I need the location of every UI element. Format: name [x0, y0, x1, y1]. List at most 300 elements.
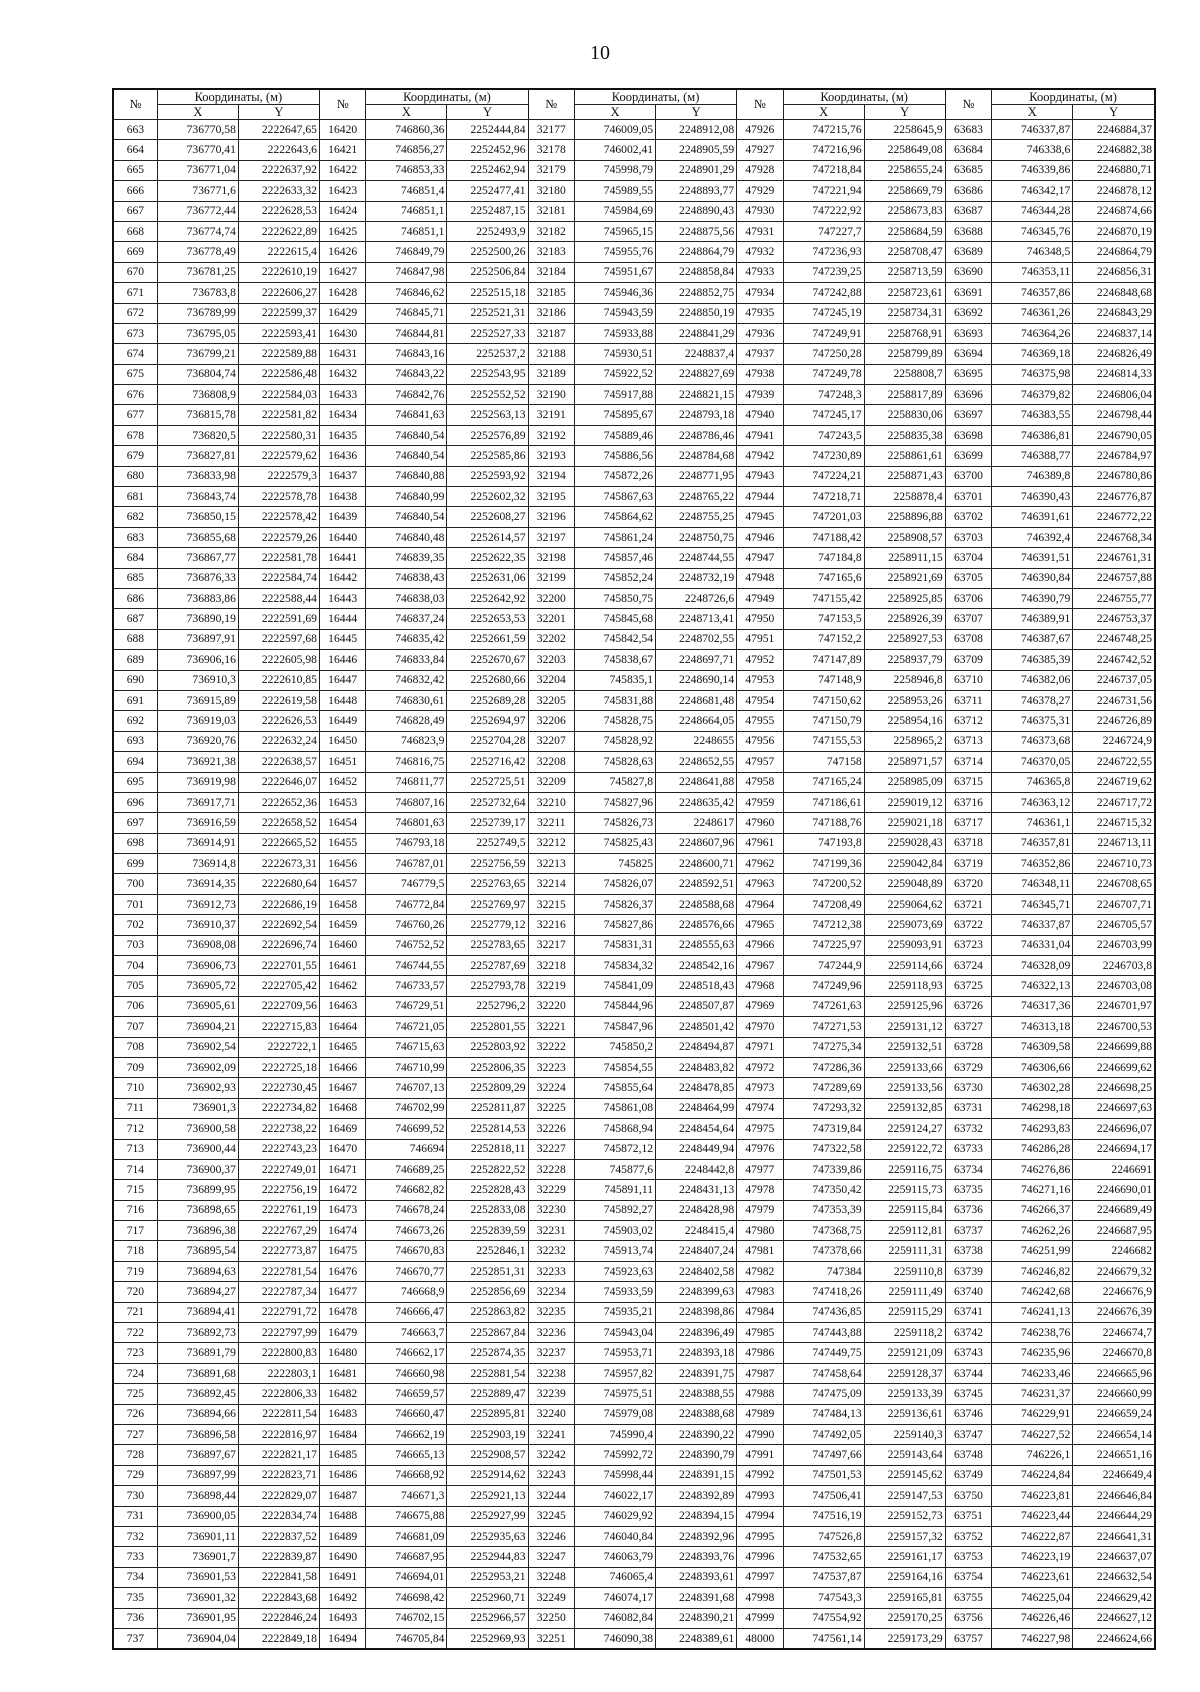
coord-y: 2246689,49 [1073, 1200, 1155, 1220]
point-number: 685 [113, 568, 157, 588]
coord-x: 736883,86 [157, 588, 238, 608]
point-number: 47986 [737, 1343, 783, 1363]
coord-y: 2259021,18 [864, 813, 945, 833]
coord-y: 2259147,53 [864, 1486, 945, 1506]
coord-x: 745895,67 [575, 405, 656, 425]
coord-x: 746851,1 [366, 201, 447, 221]
coord-y: 2259132,51 [864, 1037, 945, 1057]
coord-x: 745872,12 [575, 1139, 656, 1159]
coord-y: 2252521,31 [447, 303, 528, 323]
point-number: 63728 [945, 1037, 991, 1057]
point-number: 47999 [737, 1608, 783, 1628]
coord-y: 2259115,84 [864, 1200, 945, 1220]
table-row [113, 283, 1155, 303]
coord-x: 746224,84 [992, 1465, 1073, 1485]
table-row [113, 1200, 1155, 1220]
point-number: 63722 [945, 915, 991, 935]
coord-x: 736892,73 [157, 1323, 238, 1343]
coord-y: 2252487,15 [447, 201, 528, 221]
coord-y: 2246837,14 [1073, 323, 1155, 343]
point-number: 16435 [319, 425, 365, 445]
coord-y: 2222593,41 [238, 323, 319, 343]
coord-y: 2248555,63 [656, 935, 737, 955]
point-number: 32195 [528, 487, 574, 507]
coord-y: 2258927,53 [864, 629, 945, 649]
table-row [113, 588, 1155, 608]
coord-x: 736799,21 [157, 344, 238, 364]
coord-y: 2222738,22 [238, 1119, 319, 1139]
point-number: 32239 [528, 1384, 574, 1404]
coord-y: 2222628,53 [238, 201, 319, 221]
coord-y: 2222622,89 [238, 221, 319, 241]
coord-x: 747543,3 [783, 1588, 864, 1608]
coord-x: 736770,41 [157, 140, 238, 160]
coord-y: 2259133,66 [864, 1057, 945, 1077]
point-number: 32222 [528, 1037, 574, 1057]
coord-x: 745868,94 [575, 1119, 656, 1139]
point-number: 16449 [319, 711, 365, 731]
point-number: 16462 [319, 976, 365, 996]
point-number: 16471 [319, 1159, 365, 1179]
table-row [113, 1445, 1155, 1465]
point-number: 16439 [319, 507, 365, 527]
table-row [113, 344, 1155, 364]
point-number: 47929 [737, 181, 783, 201]
coord-x: 746668,92 [366, 1465, 447, 1485]
coord-x: 745825 [575, 854, 656, 874]
coord-y: 2259073,69 [864, 915, 945, 935]
point-number: 63686 [945, 181, 991, 201]
point-number: 16443 [319, 588, 365, 608]
coord-x: 746241,13 [992, 1302, 1073, 1322]
coord-x: 746816,75 [366, 752, 447, 772]
point-number: 32212 [528, 833, 574, 853]
coord-y: 2248850,19 [656, 303, 737, 323]
coord-y: 2259112,81 [864, 1221, 945, 1241]
coord-y: 2248388,68 [656, 1404, 737, 1424]
coord-y: 2252839,59 [447, 1221, 528, 1241]
point-number: 32199 [528, 568, 574, 588]
table-row [113, 1404, 1155, 1424]
point-number: 732 [113, 1526, 157, 1546]
point-number: 16461 [319, 956, 365, 976]
point-number: 32200 [528, 588, 574, 608]
coord-x: 736772,44 [157, 201, 238, 221]
point-number: 714 [113, 1159, 157, 1179]
coord-y: 2248827,69 [656, 364, 737, 384]
coord-x: 746223,61 [992, 1567, 1073, 1587]
coord-x: 746833,84 [366, 650, 447, 670]
point-number: 32245 [528, 1506, 574, 1526]
coord-y: 2252903,19 [447, 1425, 528, 1445]
table-row [113, 1119, 1155, 1139]
coord-x: 746847,98 [366, 262, 447, 282]
coord-y: 2246687,95 [1073, 1221, 1155, 1241]
coord-y: 2222823,71 [238, 1465, 319, 1485]
coord-y: 2258734,31 [864, 303, 945, 323]
coord-y: 2248399,63 [656, 1282, 737, 1302]
coord-y: 2248501,42 [656, 1017, 737, 1037]
coord-x: 747165,6 [783, 568, 864, 588]
coord-x: 736901,7 [157, 1547, 238, 1567]
point-number: 32246 [528, 1526, 574, 1546]
coord-y: 2246676,39 [1073, 1302, 1155, 1322]
coord-y: 2259125,96 [864, 996, 945, 1016]
header-row-2 [113, 105, 1155, 120]
coord-y: 2252966,57 [447, 1608, 528, 1628]
coord-y: 2248398,86 [656, 1302, 737, 1322]
point-number: 16479 [319, 1323, 365, 1343]
coord-y: 2222588,44 [238, 588, 319, 608]
point-number: 32211 [528, 813, 574, 833]
coord-y: 2259118,93 [864, 976, 945, 996]
coord-y: 2259132,85 [864, 1098, 945, 1118]
point-number: 47942 [737, 446, 783, 466]
coord-x: 745992,72 [575, 1445, 656, 1465]
coord-y: 2259157,32 [864, 1526, 945, 1546]
point-number: 707 [113, 1017, 157, 1037]
coord-x: 746694,01 [366, 1567, 447, 1587]
coord-x: 747526,8 [783, 1526, 864, 1546]
coord-x: 736833,98 [157, 466, 238, 486]
point-number: 32196 [528, 507, 574, 527]
coord-x: 747222,92 [783, 201, 864, 221]
coord-x: 736914,91 [157, 833, 238, 853]
coord-y: 2222797,99 [238, 1323, 319, 1343]
coord-x: 746662,17 [366, 1343, 447, 1363]
coord-x: 746313,18 [992, 1017, 1073, 1037]
coord-x: 745831,31 [575, 935, 656, 955]
coord-x: 745861,24 [575, 527, 656, 547]
point-number: 32220 [528, 996, 574, 1016]
point-number: 722 [113, 1323, 157, 1343]
coord-x: 745855,64 [575, 1078, 656, 1098]
point-number: 47936 [737, 323, 783, 343]
table-row [113, 1282, 1155, 1302]
coord-x: 746022,17 [575, 1486, 656, 1506]
coord-y: 2246742,52 [1073, 650, 1155, 670]
coord-x: 736774,74 [157, 221, 238, 241]
coord-x: 746242,68 [992, 1282, 1073, 1302]
coord-x: 746353,11 [992, 262, 1073, 282]
coord-y: 2259165,81 [864, 1588, 945, 1608]
coord-y: 2252593,92 [447, 466, 528, 486]
coord-y: 2246806,04 [1073, 385, 1155, 405]
coord-y: 2252779,12 [447, 915, 528, 935]
point-number: 47944 [737, 487, 783, 507]
coord-y: 2248690,14 [656, 670, 737, 690]
coord-x: 736771,04 [157, 160, 238, 180]
number-header: № [528, 89, 574, 120]
coord-y: 2252763,65 [447, 874, 528, 894]
coord-y: 2258908,57 [864, 527, 945, 547]
point-number: 47969 [737, 996, 783, 1016]
coord-x: 746342,17 [992, 181, 1073, 201]
coord-x: 747339,86 [783, 1159, 864, 1179]
coordinates-header: Координаты, (м) [575, 89, 737, 105]
point-number: 32208 [528, 752, 574, 772]
point-number: 47985 [737, 1323, 783, 1343]
coord-y: 2248588,68 [656, 894, 737, 914]
point-number: 47957 [737, 752, 783, 772]
coord-x: 745827,8 [575, 772, 656, 792]
point-number: 16458 [319, 894, 365, 914]
coord-x: 736901,95 [157, 1608, 238, 1628]
coord-y: 2246670,8 [1073, 1343, 1155, 1363]
coord-y: 2252828,43 [447, 1180, 528, 1200]
table-row [113, 181, 1155, 201]
coord-x: 747561,14 [783, 1628, 864, 1649]
coord-x: 746721,05 [366, 1017, 447, 1037]
point-number: 63727 [945, 1017, 991, 1037]
table-row [113, 527, 1155, 547]
coord-y: 2222652,36 [238, 792, 319, 812]
coord-y: 2246707,71 [1073, 894, 1155, 914]
table-row [113, 874, 1155, 894]
point-number: 47932 [737, 242, 783, 262]
coord-y: 2252796,2 [447, 996, 528, 1016]
point-number: 32190 [528, 385, 574, 405]
coord-y: 2248786,46 [656, 425, 737, 445]
coord-x: 745847,96 [575, 1017, 656, 1037]
coord-y: 2246874,66 [1073, 201, 1155, 221]
coord-x: 747153,5 [783, 609, 864, 629]
coord-y: 2246814,33 [1073, 364, 1155, 384]
coord-y: 2246880,71 [1073, 160, 1155, 180]
coord-y: 2248655 [656, 731, 737, 751]
coord-x: 746293,83 [992, 1119, 1073, 1139]
point-number: 16424 [319, 201, 365, 221]
coord-x: 747497,66 [783, 1445, 864, 1465]
point-number: 63745 [945, 1384, 991, 1404]
coord-x: 747449,75 [783, 1343, 864, 1363]
point-number: 16463 [319, 996, 365, 1016]
coord-y: 2259114,66 [864, 956, 945, 976]
coord-x: 746698,42 [366, 1588, 447, 1608]
coord-y: 2246659,24 [1073, 1404, 1155, 1424]
point-number: 687 [113, 609, 157, 629]
coord-y: 2246660,99 [1073, 1384, 1155, 1404]
coord-y: 2259116,75 [864, 1159, 945, 1179]
point-number: 16483 [319, 1404, 365, 1424]
point-number: 16490 [319, 1547, 365, 1567]
coord-x: 746840,88 [366, 466, 447, 486]
point-number: 32236 [528, 1323, 574, 1343]
coord-y: 2258645,9 [864, 120, 945, 140]
table-header [113, 89, 1155, 120]
coord-x: 746729,51 [366, 996, 447, 1016]
table-row [113, 140, 1155, 160]
coord-x: 747436,85 [783, 1302, 864, 1322]
coord-y: 2259064,62 [864, 894, 945, 914]
coord-x: 745850,2 [575, 1037, 656, 1057]
coord-y: 2252895,81 [447, 1404, 528, 1424]
point-number: 703 [113, 935, 157, 955]
coord-y: 2248592,51 [656, 874, 737, 894]
coord-y: 2246710,73 [1073, 854, 1155, 874]
point-number: 63696 [945, 385, 991, 405]
point-number: 47935 [737, 303, 783, 323]
table-row [113, 1384, 1155, 1404]
coord-x: 746223,19 [992, 1547, 1073, 1567]
coord-y: 2246700,53 [1073, 1017, 1155, 1037]
table-row [113, 1363, 1155, 1383]
point-number: 16489 [319, 1526, 365, 1546]
coord-y: 2222761,19 [238, 1200, 319, 1220]
coord-x: 747475,09 [783, 1384, 864, 1404]
coord-y: 2222579,62 [238, 446, 319, 466]
coord-y: 2222756,19 [238, 1180, 319, 1200]
point-number: 32213 [528, 854, 574, 874]
coord-x: 746851,1 [366, 221, 447, 241]
point-number: 667 [113, 201, 157, 221]
point-number: 47927 [737, 140, 783, 160]
point-number: 63747 [945, 1425, 991, 1445]
coord-y: 2246719,62 [1073, 772, 1155, 792]
coord-x: 736855,68 [157, 527, 238, 547]
point-number: 16434 [319, 405, 365, 425]
coord-x: 745827,96 [575, 792, 656, 812]
point-number: 47962 [737, 854, 783, 874]
coord-x: 746856,27 [366, 140, 447, 160]
coord-y: 2222821,17 [238, 1445, 319, 1465]
point-number: 47955 [737, 711, 783, 731]
coord-x: 745953,71 [575, 1343, 656, 1363]
coord-x: 736804,74 [157, 364, 238, 384]
point-number: 680 [113, 466, 157, 486]
coord-x: 747218,84 [783, 160, 864, 180]
coord-y: 2222743,23 [238, 1139, 319, 1159]
coord-y: 2246737,05 [1073, 670, 1155, 690]
coord-x: 747368,75 [783, 1221, 864, 1241]
coord-x: 747418,26 [783, 1282, 864, 1302]
coord-y: 2252694,97 [447, 711, 528, 731]
point-number: 16460 [319, 935, 365, 955]
point-number: 63689 [945, 242, 991, 262]
point-number: 16429 [319, 303, 365, 323]
coord-x: 745989,55 [575, 181, 656, 201]
point-number: 47992 [737, 1465, 783, 1485]
coord-y: 2252576,89 [447, 425, 528, 445]
coord-x: 747186,61 [783, 792, 864, 812]
table-row [113, 1261, 1155, 1281]
coord-x: 747212,38 [783, 915, 864, 935]
coord-y: 2252622,35 [447, 548, 528, 568]
coord-y: 2246641,31 [1073, 1526, 1155, 1546]
coord-x: 747249,96 [783, 976, 864, 996]
coord-y: 2248478,85 [656, 1078, 737, 1098]
coord-y: 2248681,48 [656, 690, 737, 710]
coord-x: 745828,75 [575, 711, 656, 731]
coord-y: 2222643,6 [238, 140, 319, 160]
coord-y: 2248652,55 [656, 752, 737, 772]
coord-x: 746787,01 [366, 854, 447, 874]
point-number: 663 [113, 120, 157, 140]
coord-x: 747158 [783, 752, 864, 772]
coord-x: 746226,1 [992, 1445, 1073, 1465]
point-number: 63740 [945, 1282, 991, 1302]
point-number: 47989 [737, 1404, 783, 1424]
point-number: 47987 [737, 1363, 783, 1383]
coord-y: 2252927,99 [447, 1506, 528, 1526]
point-number: 63741 [945, 1302, 991, 1322]
point-number: 63715 [945, 772, 991, 792]
coord-y: 2246679,32 [1073, 1261, 1155, 1281]
coord-y: 2248390,21 [656, 1608, 737, 1628]
coord-x: 745826,07 [575, 874, 656, 894]
coord-y: 2259131,12 [864, 1017, 945, 1037]
point-number: 63702 [945, 507, 991, 527]
coord-x: 736892,45 [157, 1384, 238, 1404]
point-number: 16442 [319, 568, 365, 588]
point-number: 16459 [319, 915, 365, 935]
coord-x: 746710,99 [366, 1057, 447, 1077]
coord-x: 746363,12 [992, 792, 1073, 812]
point-number: 16476 [319, 1261, 365, 1281]
coord-y: 2248576,66 [656, 915, 737, 935]
coord-y: 2252969,93 [447, 1628, 528, 1649]
point-number: 63748 [945, 1445, 991, 1465]
coord-y: 2252704,28 [447, 731, 528, 751]
coord-y: 2252452,96 [447, 140, 528, 160]
point-number: 63756 [945, 1608, 991, 1628]
coord-x: 746235,96 [992, 1343, 1073, 1363]
coord-y: 2222749,01 [238, 1159, 319, 1179]
point-number: 47972 [737, 1057, 783, 1077]
coord-y: 2248607,96 [656, 833, 737, 853]
coord-y: 2248388,55 [656, 1384, 737, 1404]
table-row [113, 405, 1155, 425]
coord-y: 2259152,73 [864, 1506, 945, 1526]
coord-y: 2252493,9 [447, 221, 528, 241]
point-number: 63724 [945, 956, 991, 976]
coord-x: 747188,76 [783, 813, 864, 833]
coord-y: 2246772,22 [1073, 507, 1155, 527]
coord-x: 746853,33 [366, 160, 447, 180]
point-number: 16465 [319, 1037, 365, 1057]
point-number: 63713 [945, 731, 991, 751]
point-number: 32247 [528, 1547, 574, 1567]
point-number: 32198 [528, 548, 574, 568]
coord-x: 745955,76 [575, 242, 656, 262]
point-number: 47939 [737, 385, 783, 405]
number-header: № [945, 89, 991, 120]
coord-x: 746840,54 [366, 507, 447, 527]
point-number: 701 [113, 894, 157, 914]
table-row [113, 1465, 1155, 1485]
coord-x: 746352,86 [992, 854, 1073, 874]
coord-x: 745886,56 [575, 446, 656, 466]
coord-x: 746744,55 [366, 956, 447, 976]
coordinates-header: Координаты, (м) [157, 89, 319, 105]
coord-y: 2246882,38 [1073, 140, 1155, 160]
point-number: 63714 [945, 752, 991, 772]
coord-x: 747227,7 [783, 221, 864, 241]
coord-x: 745951,67 [575, 262, 656, 282]
coord-y: 2222673,31 [238, 854, 319, 874]
coord-y: 2248392,96 [656, 1526, 737, 1546]
table-row [113, 446, 1155, 466]
coord-x: 747147,89 [783, 650, 864, 670]
point-number: 63739 [945, 1261, 991, 1281]
coord-y: 2252809,29 [447, 1078, 528, 1098]
coord-x: 745957,82 [575, 1363, 656, 1383]
table-body [113, 120, 1155, 1650]
point-number: 63683 [945, 120, 991, 140]
point-number: 63717 [945, 813, 991, 833]
point-number: 48000 [737, 1628, 783, 1649]
point-number: 47971 [737, 1037, 783, 1057]
